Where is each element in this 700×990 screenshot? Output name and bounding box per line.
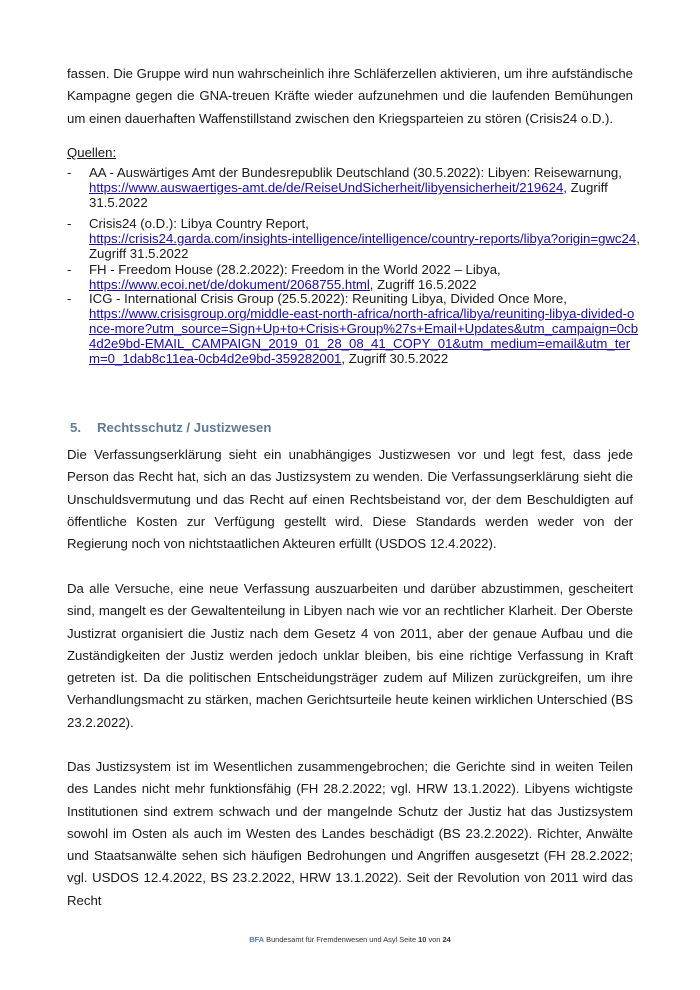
agency-name: Bundesamt für Fremdenwesen und Asyl [266,935,398,944]
source-text: Crisis24 (o.D.): Libya Country Report, [89,216,309,231]
list-dash: - [67,262,72,277]
of-label: von [428,935,441,944]
page-total: 24 [442,935,451,944]
page-number: 10 [418,935,427,944]
sources-heading: Quellen: [67,145,117,160]
page-footer [0,935,700,944]
section-number: 5. [70,420,81,435]
source-access-date: , Zugriff 31.5.2022 [89,231,640,261]
source-access-date: , Zugriff 16.5.2022 [369,277,477,292]
source-access-date: , Zugriff 30.5.2022 [341,351,449,366]
body-paragraph: Die Verfassungserklärung sieht ein unabhängiges Justizwesen vor und legt fest, dass jede Person das Recht hat, sich an das Justizsystem zu wenden. Die Verfassungserklärung sieht die Unschuldsvermutung und das Recht auf einen Rechtsbeistand vor, der dem Beschuldigten auf öffentliche Kosten zur Verfügung gestellt wird. Diese Standards werden weder von der Regierung noch von nichtstaatlichen Akteuren erfüllt (USDOS 12.4.2022). [67,447,633,552]
source-link[interactable]: https://www.ecoi.net/de/dokument/2068755.html [89,277,370,292]
body-paragraph: Da alle Versuche, eine neue Verfassung auszuarbeiten und darüber abzustimmen, gescheitert sind, mangelt es der Gewaltenteilung in Libyen nach wie vor an rechtlicher Klarheit. Der Oberste Justizrat organisiert die Justiz nach dem Gesetz 4 von 2011, aber der genaue Aufbau und die Zuständigkeiten der Justiz werden jedoch unklar bleiben, bis eine richtige Verfassung in Kraft getreten ist. Da die politischen Entscheidungsträger zudem auf Milizen zurückgreifen, um ihre Verhandlungsmacht zu stärken, machen Gerichtsurteile heute keinen wirklichen Unterschied (BS 23.2.2022). [67,581,633,730]
source-text: AA - Auswärtiges Amt der Bundesrepublik Deutschland (30.5.2022): Libyen: Reisewarnung, [89,165,622,180]
bfa-logo: BFA [249,935,265,944]
source-access-date: , Zugriff 31.5.2022 [89,180,608,210]
page-label: Seite [399,935,417,944]
source-link[interactable]: https://www.auswaertiges-amt.de/de/ReiseUndSicherheit/libyensicherheit/219624 [89,180,564,195]
section-title: Rechtsschutz / Justizwesen [97,420,272,435]
source-text: ICG - International Crisis Group (25.5.2022): Reuniting Libya, Divided Once More, [89,291,567,306]
section-heading [70,420,271,435]
body-paragraph: Das Justizsystem ist im Wesentlichen zusammengebrochen; die Gerichte sind in weiten Teilen des Landes nicht mehr funktionsfähig (FH 28.2.2022; vgl. HRW 13.1.2022). Libyens wichtigste Institutionen sind extrem schwach und der mangelnde Schutz der Justiz hat das Justizsystem sowohl im Osten als auch im Westen des Landes beschädigt (BS 23.2.2022). Richter, Anwälte und Staatsanwälte sehen sich häufigen Bedrohungen und Angriffen ausgesetzt (FH 28.2.2022; vgl. USDOS 12.4.2022, BS 23.2.2022, HRW 13.1.2022). Seit der Revolution von 2011 wird das Recht [67,759,633,908]
list-dash: - [67,291,72,306]
source-link[interactable]: https://www.crisisgroup.org/middle-east-north-africa/north-africa/libya/reuniting-libya-divided-once-more?utm_source=Sign+Up+to+Crisis+Group%27s+Email+Updates&utm_campaign=0cb4d2e9bd-EMAIL_CAMPAIGN_2019_01_28_08_41_COPY_01&utm_medium=email&utm_term=0_1dab8c11ea-0cb4d2e9bd-359282001 [89,306,639,366]
intro-paragraph: fassen. Die Gruppe wird nun wahrscheinlich ihre Schläferzellen aktivieren, um ihre aufständische Kampagne gegen die GNA-treuen Kräfte wieder aufzunehmen und die laufenden Bemühungen um einen dauerhaften Waffenstillstand zwischen den Kriegsparteien zu stören (Crisis24 o.D.). [67,66,633,126]
source-text: FH - Freedom House (28.2.2022): Freedom in the World 2022 – Libya, [89,262,501,277]
source-link[interactable]: https://crisis24.garda.com/insights-intelligence/intelligence/country-reports/libya?origin=gwc24 [89,231,637,246]
list-dash: - [67,165,72,180]
list-dash: - [67,216,72,231]
